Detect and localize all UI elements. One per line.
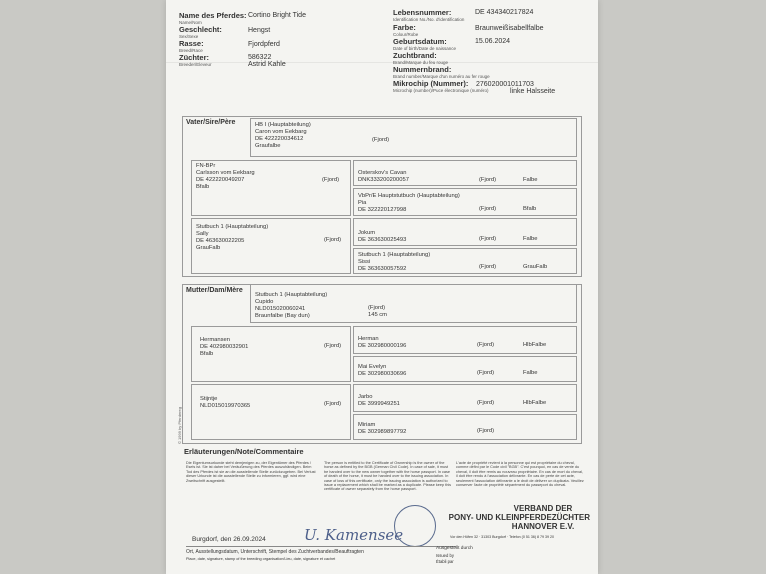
sire-grandsire-breed: (Fjord): [322, 177, 340, 183]
signature: U. Kamensee: [304, 526, 404, 544]
signature-line: [186, 546, 456, 547]
side-print: © 1999 by Pferdereg: [177, 407, 182, 444]
sire-ggs1-color: Falbe: [523, 177, 538, 183]
place-date: Burgdorf, den 26.09.2024: [192, 536, 266, 543]
dam-granddam-box: [191, 384, 351, 440]
dam-ggs2-name: Jarbo: [358, 394, 373, 400]
dam-ggs1-breed: (Fjord): [477, 342, 495, 348]
sire-granddam-id: DE 463630022205: [196, 238, 245, 244]
dam-ggs1-id: DE 302980000196: [358, 343, 407, 349]
notes-french: L'acte de propriété revient à la personne qui est propriétaire du cheval, comme défini par le Code civil "BGB". C'est pourquoi, en cas de vente du cheval, il doit être remis au nouveau propriétaire. En cas de mort du cheval, il doit être rendu à l'association délivrante. En cas de perte de cet acte, seulement l'association délivrante a le droit de délivrer un duplicata. Veuillez conserver l'acte de propriété séparément du passeport du cheval.: [456, 461, 584, 488]
sex-label: Geschlecht:: [179, 25, 222, 34]
dam-height: 145 cm: [368, 312, 388, 318]
issued-by-en: Issued by: [436, 553, 454, 558]
dam-ggd1-name: Mai Evelyn: [358, 364, 387, 370]
color-label: Farbe:: [393, 23, 416, 32]
dam-grandsire-breed: (Fjord): [324, 343, 342, 349]
dam-ggd1-breed: (Fjord): [477, 370, 495, 376]
horse-name: Cortino Bright Tide: [248, 12, 306, 19]
dam-ggd2-breed: (Fjord): [477, 428, 495, 434]
sire-ggs2-color: Falbe: [523, 236, 538, 242]
sire-granddam-color: GrauFalb: [196, 245, 221, 251]
sire-granddam-stud: Stutbuch 1 (Hauptabteilung): [196, 224, 269, 230]
org-address: Vor den Höfen 32 · 31303 Burgdorf · Telefon (0 51 36) 8 79 39 20: [450, 535, 555, 539]
dam-ggd1-id: DE 302980030696: [358, 371, 407, 377]
issued-by-fr: Établi par: [436, 559, 454, 564]
name-label: Name des Pferdes:: [179, 11, 247, 20]
dam-grandsire-id: DE 402980032901: [200, 344, 249, 350]
dam-granddam-id: NLD015019970365: [200, 403, 251, 409]
life-number-sublabel: Identification No./No. d'identification: [393, 17, 465, 22]
breeder-id: 586322: [248, 54, 272, 61]
org-line-2: PONY- UND KLEINPFERDEZÜCHTER: [448, 513, 590, 522]
place-caption-2: Place, date, signature, stamp of the breeding organisation/Lieu, date, signature et cachet: [186, 557, 336, 561]
dam-grandsire-name: Hermansen: [200, 337, 230, 343]
sex-sublabel: Sex/Sexe: [179, 34, 199, 39]
birth-sublabel: Date of birth/Date de naissance: [393, 46, 457, 51]
dam-color: Braunfalbe (Bay dun): [255, 313, 310, 319]
dam-ggd2-id: DE 302989897792: [358, 429, 407, 435]
notes-english: The person is entitled to the Certificate of Ownership is the owner of the horse as defined by the BGB (German Civil Code). In case of sale, it must be handed over to the new owner together with the horse passport. In case of death of the horse, it must be handed over to the issuing association. In case of loss of this certificate, only the issuing association is authorized to issue a replacement which shall be marked as a duplicate. Please keep this certificate of owner separately from the horse passport.: [324, 461, 452, 492]
dam-grandsire-color: Bfalb: [200, 351, 214, 357]
sire-ggs2-name: Jokum: [358, 230, 376, 236]
horse-color: Braunweißisabellfalbe: [475, 25, 544, 32]
dam-ggd1-color: Falbe: [523, 370, 538, 376]
dam-name: Cupido: [255, 299, 274, 305]
place-caption: Ort, Ausstellungsdatum, Unterschrift, Stempel des Zuchtverbandes/Beauftragten: [186, 549, 364, 555]
sire-ggd2-name: Sissi: [358, 259, 371, 265]
chip-number: 276020001011703: [476, 81, 534, 88]
dam-granddam-breed: (Fjord): [324, 401, 342, 407]
sire-granddam-name: Sally: [196, 231, 209, 237]
ownership-certificate: [166, 0, 598, 574]
brand-sublabel: Brand/Marque du feu rouge: [393, 60, 449, 65]
dam-grandsire-box: [191, 326, 351, 382]
sire-grandsire-color: Bfalb: [196, 184, 210, 190]
notes-title: Erläuterungen/Note/Commentaire: [184, 447, 304, 456]
dam-granddam-name: Stijntje: [200, 396, 218, 402]
stamp-seal: [394, 505, 436, 547]
dam-ggd2-box: [353, 414, 577, 440]
chip-label: Mikrochip (Nummer):: [393, 79, 469, 88]
sire-ggs2-breed: (Fjord): [479, 236, 497, 242]
sire-id: DE 422220034612: [255, 136, 304, 142]
sire-ggd1-stud: VbPr/E Hauptstutbuch (Hauptabteilung): [358, 193, 460, 199]
breeder-label: Züchter:: [179, 53, 209, 62]
sire-grandsire-stud: FN-BPr: [196, 163, 216, 169]
sire-ggd2-stud: Stutbuch 1 (Hauptabteilung): [358, 252, 431, 258]
dam-section-title: Mutter/Dam/Mère: [186, 287, 243, 294]
horse-sex: Hengst: [248, 27, 271, 34]
sire-ggd1-name: Pia: [358, 200, 367, 206]
dam-ggs2-color: HlbFalbe: [523, 400, 547, 406]
sire-stud: HB I (Hauptabteilung): [255, 122, 311, 128]
sire-grandsire-name: Carlsson vom Eekbarg: [196, 170, 255, 176]
chip-position: linke Halsseite: [510, 88, 556, 95]
sire-name: Caron vom Eekbarg: [255, 129, 307, 135]
notes-german: Die Eigentumsurkunde steht demjenigen zu, der Eigentümer des Pferdes / Esels ist. Sie ist daher bei Veräußerung des Pferdes auszuhändigen. Beim Tod des Pferdes ist sie an die ausstellende Stelle zurückzugeben. Bei Verlust dieser Urkunde ist die ausstellende Stelle zu informieren, ggf. wird eine Zweitschrift ausgestellt.: [186, 461, 316, 483]
paper-fold: [166, 62, 598, 63]
sire-breed: (Fjord): [372, 137, 390, 143]
dam-ggd1-box: [353, 356, 577, 382]
dam-breed: (Fjord): [368, 305, 386, 311]
birth-label: Geburtsdatum:: [393, 37, 447, 46]
birth-date: 15.06.2024: [475, 38, 511, 45]
dam-ggs2-breed: (Fjord): [477, 400, 495, 406]
sire-granddam-breed: (Fjord): [324, 237, 342, 243]
sire-grandsire-id: DE 422220049207: [196, 177, 245, 183]
brand-label: Zuchtbrand:: [393, 51, 437, 60]
dam-ggs2-box: [353, 384, 577, 412]
sire-ggd1-breed: (Fjord): [479, 206, 497, 212]
dam-id: NLD015020060241: [255, 306, 306, 312]
dam-ggd2-name: Miriam: [358, 422, 376, 428]
dam-stud: Stutbuch 1 (Hauptabteilung): [255, 292, 328, 298]
color-sublabel: Colour/Robe: [393, 32, 419, 37]
issued-by: Ausgestellt durch: [436, 546, 473, 551]
sire-ggd2-id: DE 363630057592: [358, 266, 407, 272]
brand-number-label: Nummernbrand:: [393, 65, 452, 74]
sire-ggd2-breed: (Fjord): [479, 264, 497, 270]
brand-number-sublabel: Brand number/Marque d'un numéro au fer rouge: [393, 74, 490, 79]
breeder-sublabel: Breeder/Eleveur: [179, 62, 212, 67]
life-number: DE 434340217824: [475, 9, 534, 16]
sire-ggs1-id: DNK333200200057: [358, 177, 409, 183]
dam-ggs1-box: [353, 326, 577, 354]
sire-ggd1-id: DE 322220127998: [358, 207, 407, 213]
life-number-label: Lebensnummer:: [393, 8, 452, 17]
breeder-name: Astrid Kahle: [248, 61, 286, 68]
sire-ggs1-breed: (Fjord): [479, 177, 497, 183]
dam-ggs1-color: HlbFalbe: [523, 342, 547, 348]
sire-ggd1-color: Bfalb: [523, 206, 537, 212]
breed-sublabel: Breed/Race: [179, 48, 203, 53]
sire-section-title: Vater/Sire/Père: [186, 119, 236, 126]
breed-label: Rasse:: [179, 39, 204, 48]
dam-ggs2-id: DE 3999949251: [358, 401, 400, 407]
sire-color: Graufalbe: [255, 143, 281, 149]
sire-ggs1-name: Osterskov's Cavan: [358, 170, 407, 176]
name-sublabel: Name/Nom: [179, 20, 202, 25]
sire-ggs2-id: DE 363630025493: [358, 237, 407, 243]
org-line-1: VERBAND DER: [513, 504, 573, 513]
chip-sublabel: Microchip (number)/Puce électronique (numéro): [393, 88, 489, 93]
horse-breed: Fjordpferd: [248, 41, 280, 48]
sire-ggd2-color: GrauFalb: [523, 264, 548, 270]
org-line-3: HANNOVER E.V.: [511, 522, 575, 531]
dam-ggs1-name: Herman: [358, 336, 379, 342]
